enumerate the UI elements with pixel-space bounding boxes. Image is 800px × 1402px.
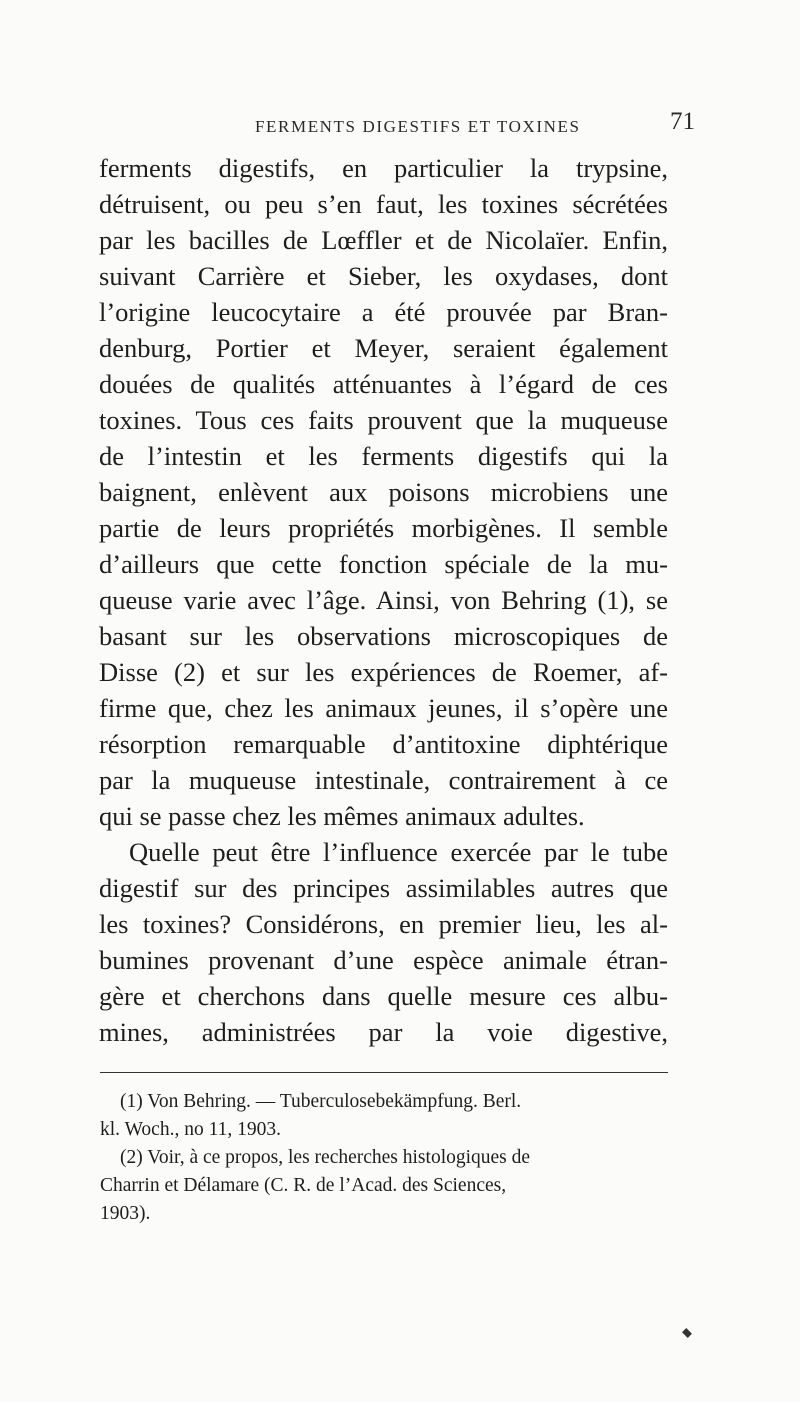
footnote-divider	[100, 1072, 668, 1073]
body-line: queuse varie avec l’âge. Ainsi, von Behring (1), se	[99, 585, 668, 615]
body-line: douées de qualités atténuantes à l’égard de ces	[99, 369, 668, 399]
body-line: digestif sur des principes assimilables autres que	[99, 873, 668, 903]
body-line: Disse (2) et sur les expériences de Roemer, af-	[99, 657, 668, 687]
body-line: résorption remarquable d’antitoxine diphtérique	[99, 729, 668, 759]
body-line: toxines. Tous ces faits prouvent que la muqueuse	[99, 405, 668, 435]
body-line: partie de leurs propriétés morbigènes. Il semble	[99, 513, 668, 543]
body-line: par les bacilles de Lœffler et de Nicolaïer. Enfin,	[99, 225, 668, 255]
body-line: Quelle peut être l’influence exercée par le tube	[129, 837, 668, 867]
body-line: gère et cherchons dans quelle mesure ces albu-	[99, 981, 668, 1011]
body-line: bumines provenant d’une espèce animale étran-	[99, 945, 668, 975]
footnote-2: (2) Voir, à ce propos, les recherches histologiques de	[120, 1147, 531, 1168]
ink-speck	[682, 1328, 692, 1338]
body-line: de l’intestin et les ferments digestifs qui la	[99, 441, 668, 471]
footnote-1: (1) Von Behring. — Tuberculosebekämpfung. Berl.	[120, 1091, 522, 1112]
body-line: par la muqueuse intestinale, contrairement à ce	[99, 765, 668, 795]
body-line: les toxines? Considérons, en premier lieu, les al-	[99, 909, 668, 939]
body-line: ferments digestifs, en particulier la trypsine,	[99, 153, 668, 183]
body-line: baignent, enlèvent aux poisons microbiens une	[99, 477, 668, 507]
body-line: denburg, Portier et Meyer, seraient également	[99, 333, 668, 363]
footnote-1-continued: kl. Woch., no 11, 1903.	[100, 1119, 281, 1140]
body-line: suivant Carrière et Sieber, les oxydases, dont	[99, 261, 668, 291]
body-line: firme que, chez les animaux jeunes, il s’opère une	[99, 693, 668, 723]
footnote-2-continued: Charrin et Délamare (C. R. de l’Acad. des Sciences,	[100, 1175, 507, 1196]
body-line: détruisent, ou peu s’en faut, les toxines sécrétées	[99, 189, 668, 219]
running-head: FERMENTS DIGESTIFS ET TOXINES	[255, 117, 581, 136]
body-line: mines, administrées par la voie digestive,	[99, 1017, 668, 1047]
page-number: 71	[670, 108, 695, 135]
body-line: qui se passe chez les mêmes animaux adultes.	[99, 801, 585, 831]
body-line: l’origine leucocytaire a été prouvée par Bran-	[99, 297, 668, 327]
body-line: d’ailleurs que cette fonction spéciale de la mu-	[99, 549, 668, 579]
footnote-2-end: 1903).	[100, 1203, 151, 1224]
body-line: basant sur les observations microscopiques de	[99, 621, 668, 651]
